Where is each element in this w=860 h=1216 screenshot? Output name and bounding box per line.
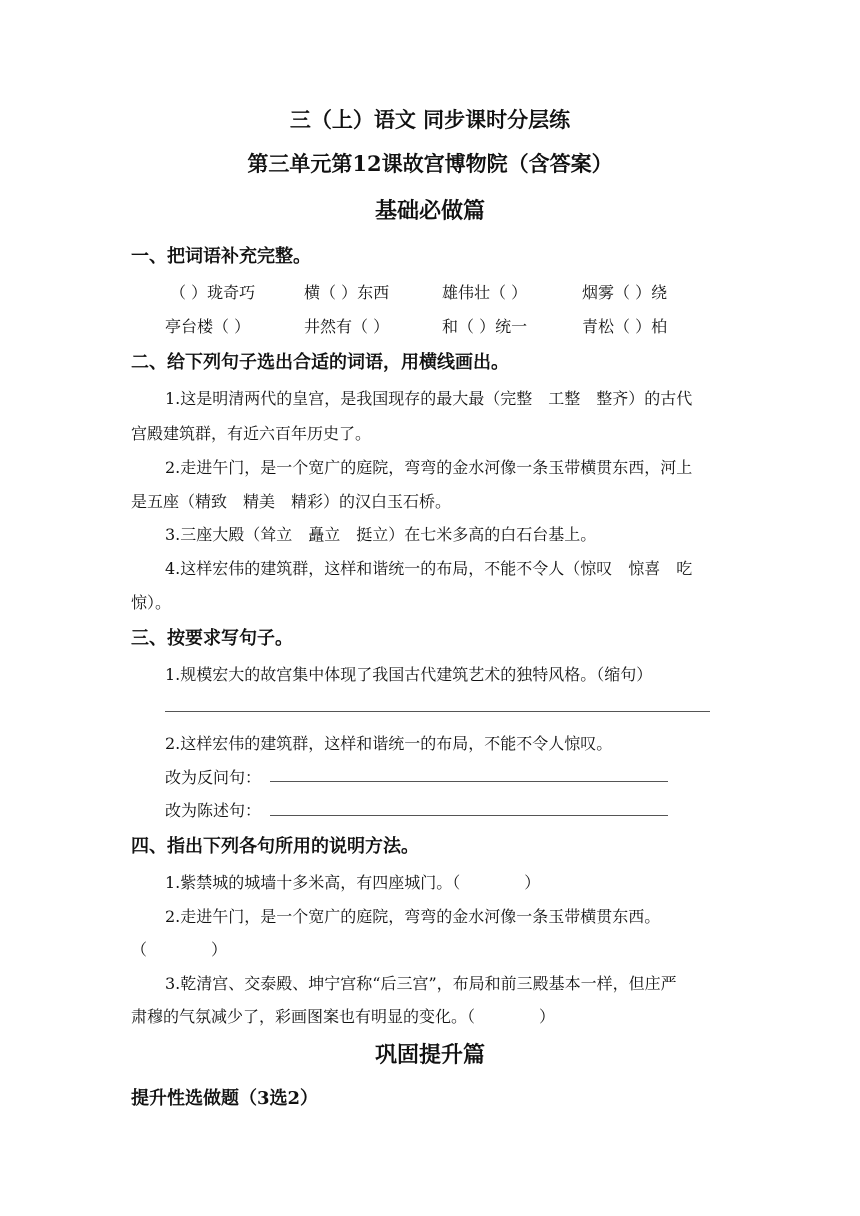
q1-item: 青松（ ）柏	[582, 317, 668, 336]
q4-sentence-2: 2.走进午门，是一个宽广的庭院，弯弯的金水河像一条玉带横贯东西。	[165, 907, 661, 926]
q4-sentence-1: 1.紫禁城的城墙十多米高，有四座城门。（ ）	[165, 873, 541, 892]
document-subtitle: 第三单元第12课故宫博物院（含答案）	[247, 151, 613, 176]
section-basic-heading: 基础必做篇	[374, 198, 485, 224]
q1-item: （ ）珑奇巧	[170, 283, 256, 302]
q2-sentence-2-cont: 是五座（精致 精美 精彩）的汉白玉石桥。	[131, 492, 452, 511]
q2-sentence-4: 4.这样宏伟的建筑群，这样和谐统一的布局，不能不令人（惊叹 惊喜 吃	[165, 559, 693, 578]
q3-answer-line-1[interactable]	[165, 711, 710, 712]
q1-item: 和（ ）统一	[442, 317, 528, 336]
q3-rhetorical-label: 改为反问句：	[165, 768, 262, 787]
q1-item: 横（ ）东西	[304, 283, 390, 302]
q1-item: 雄伟壮（ ）	[442, 283, 528, 302]
q4-sentence-2-cont: （ ）	[131, 940, 228, 959]
document-title: 三（上）语文 同步课时分层练	[289, 107, 571, 132]
q3-sentence-2: 2.这样宏伟的建筑群，这样和谐统一的布局，不能不令人惊叹。	[165, 734, 613, 753]
q1-item: 亭台楼（ ）	[165, 317, 251, 336]
q1-item: 烟雾（ ）绕	[582, 283, 668, 302]
q1-row-1	[0, 280, 860, 304]
q4-sentence-3: 3.乾清宫、交泰殿、坤宁宫称“后三宫”，布局和前三殿基本一样，但庄严	[165, 974, 677, 993]
q1-row-2	[0, 314, 860, 338]
q3-rhetorical-answer-line[interactable]	[270, 781, 668, 782]
section-advanced-heading: 巩固提升篇	[374, 1042, 485, 1068]
q2-sentence-1-cont: 宫殿建筑群，有近六百年历史了。	[131, 424, 372, 443]
q3-declarative-answer-line[interactable]	[270, 815, 668, 816]
q3-declarative-label: 改为陈述句：	[165, 801, 262, 820]
q2-sentence-1: 1.这是明清两代的皇宫，是我国现存的最大最（完整 工整 整齐）的古代	[165, 389, 693, 408]
q2-sentence-3: 3.三座大殿（耸立 矗立 挺立）在七米多高的白石台基上。	[165, 525, 597, 544]
q3-heading: 三、按要求写句子。	[131, 628, 293, 649]
q1-heading: 一、把词语补充完整。	[131, 246, 311, 267]
q2-sentence-4-cont: 惊）。	[131, 593, 172, 612]
q5-heading: 提升性选做题（3选2）	[131, 1088, 319, 1109]
q4-sentence-3-cont: 肃穆的气氛减少了，彩画图案也有明显的变化。（ ）	[131, 1007, 556, 1026]
q1-item: 井然有（ ）	[304, 317, 390, 336]
q2-sentence-2: 2.走进午门，是一个宽广的庭院，弯弯的金水河像一条玉带横贯东西，河上	[165, 458, 693, 477]
q3-sentence-1: 1.规模宏大的故宫集中体现了我国古代建筑艺术的独特风格。（缩句）	[165, 665, 653, 684]
q2-heading: 二、给下列句子选出合适的词语，用横线画出。	[131, 352, 509, 373]
q4-heading: 四、指出下列各句所用的说明方法。	[131, 836, 419, 857]
